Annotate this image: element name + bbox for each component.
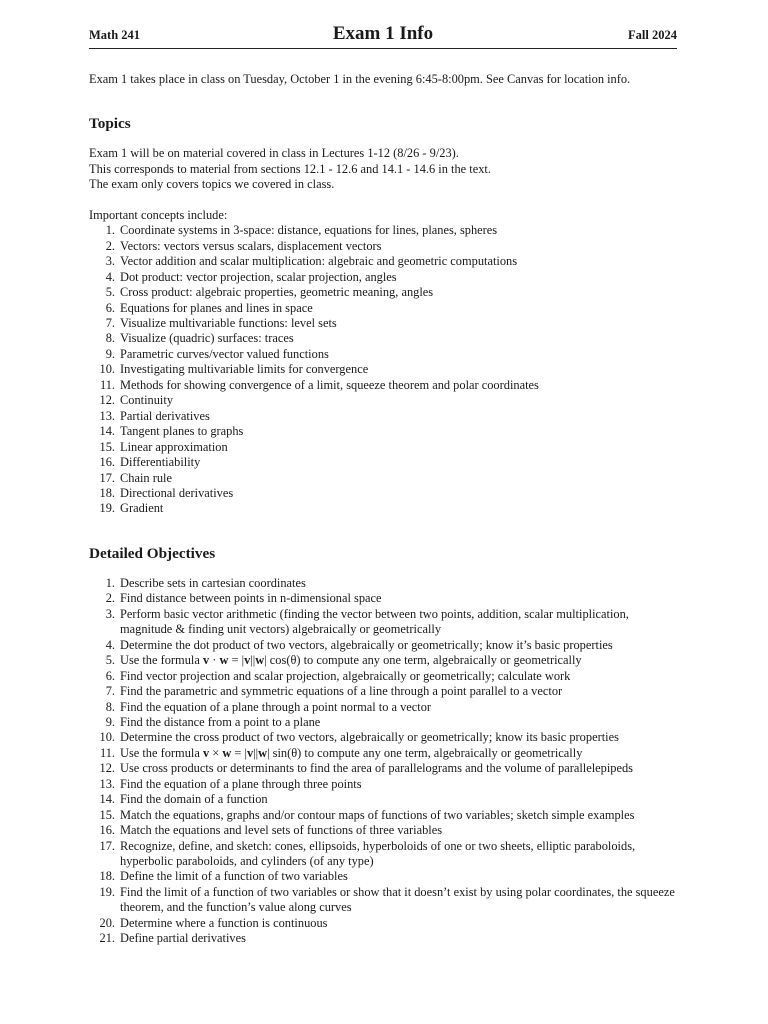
list-number: 5.: [105, 653, 115, 668]
objective-text: Recognize, define, and sketch: cones, ellipsoids, hyperboloids of one or two sheets, elliptic paraboloids, hyperbolic paraboloids, and cylinders (of any type): [120, 838, 636, 869]
page-header: [89, 20, 677, 49]
formula-part: ||: [253, 745, 259, 760]
concept-text: Chain rule: [120, 470, 172, 485]
objectives-heading: Detailed Objectives: [89, 544, 216, 562]
list-number: 5.: [105, 285, 115, 300]
objective-text: Find the equation of a plane through a point normal to a vector: [120, 699, 432, 714]
objective-text: Use cross products or determinants to find the area of parallelograms and the volume of parallelepipeds: [120, 761, 634, 776]
list-number: 9.: [105, 714, 115, 729]
concept-text: Parametric curves/vector valued functions: [120, 346, 329, 361]
concept-item: [89, 254, 684, 269]
concept-item: [89, 270, 684, 285]
list-number: 18.: [99, 869, 115, 884]
term-label: Fall 2024: [628, 28, 677, 42]
list-number: 16.: [99, 823, 115, 838]
objective-item: [89, 777, 684, 792]
objective-text: Match the equations and level sets of functions of three variables: [120, 823, 443, 838]
list-number: 10.: [99, 362, 115, 377]
concept-text: Coordinate systems in 3-space: distance, equations for lines, planes, spheres: [120, 223, 498, 238]
objective-item: [89, 869, 684, 884]
concept-item: [89, 331, 684, 346]
topics-heading: Topics: [89, 115, 131, 133]
concept-text: Partial derivatives: [120, 408, 210, 423]
concepts-list: [89, 223, 684, 517]
document-body: [89, 72, 684, 947]
list-number: 3.: [105, 606, 115, 621]
vector-symbol: v: [202, 653, 210, 668]
formula-part: ·: [209, 653, 220, 668]
objective-text: Find distance between points in n-dimensional space: [120, 591, 382, 606]
concept-text: Cross product: algebraic properties, geometric meaning, angles: [120, 285, 434, 300]
concept-text: Differentiability: [120, 455, 201, 470]
list-number: 7.: [105, 315, 115, 330]
list-number: 20.: [99, 915, 115, 930]
list-number: 7.: [105, 684, 115, 699]
objective-text: Perform basic vector arithmetic (finding the vector between two points, addition, scalar multiplication, magnitude & finding unit vectors) algebraically or geometrically: [120, 606, 629, 637]
list-number: 4.: [105, 269, 115, 284]
list-number: 19.: [99, 501, 115, 516]
objective-item: [89, 715, 684, 730]
list-number: 4.: [105, 637, 115, 652]
list-number: 14.: [99, 424, 115, 439]
concept-text: Equations for planes and lines in space: [120, 300, 313, 315]
objective-text: Describe sets in cartesian coordinates: [120, 575, 306, 590]
formula-part: | sin(θ) to compute any one term, algebraically or geometrically: [267, 745, 583, 760]
concept-text: Gradient: [120, 501, 164, 516]
vector-symbol: w: [255, 653, 265, 668]
list-number: 13.: [99, 408, 115, 423]
concept-item: [89, 285, 684, 300]
objective-item: [89, 730, 684, 745]
concept-text: Dot product: vector projection, scalar projection, angles: [120, 269, 397, 284]
list-number: 8.: [105, 699, 115, 714]
list-number: 16.: [99, 455, 115, 470]
concept-text: Vectors: vectors versus scalars, displacement vectors: [120, 238, 382, 253]
concept-text: Investigating multivariable limits for convergence: [120, 362, 369, 377]
vector-symbol: w: [219, 653, 229, 668]
list-number: 6.: [105, 300, 115, 315]
list-number: 3.: [105, 254, 115, 269]
objective-text: Determine where a function is continuous: [120, 915, 328, 930]
topics-line: This corresponds to material from sections 12.1 - 12.6 and 14.1 - 14.6 in the text.: [89, 161, 491, 176]
vector-symbol: v: [202, 745, 210, 760]
formula-part: = |: [228, 653, 245, 668]
list-number: 2.: [105, 591, 115, 606]
list-number: 13.: [99, 776, 115, 791]
concept-item: [89, 455, 684, 470]
concept-text: Methods for showing convergence of a limit, squeeze theorem and polar coordinates: [120, 377, 539, 392]
vector-symbol: w: [258, 745, 268, 760]
concept-text: Directional derivatives: [120, 485, 234, 500]
concept-item: [89, 362, 684, 377]
objective-item: [89, 591, 684, 606]
list-number: 21.: [99, 931, 115, 946]
intro-paragraph: Exam 1 takes place in class on Tuesday, October 1 in the evening 6:45-8:00pm. See Canvas for location info.: [89, 72, 631, 86]
formula-part: ||: [250, 653, 256, 668]
list-number: 10.: [99, 730, 115, 745]
vector-symbol: v: [244, 653, 251, 668]
objective-item: [89, 607, 684, 638]
list-number: 15.: [99, 807, 115, 822]
concept-item: [89, 378, 684, 393]
objective-text: Find the equation of a plane through three points: [120, 776, 362, 791]
list-number: 14.: [99, 792, 115, 807]
objective-text: Find vector projection and scalar projection, algebraically or geometrically; calculate work: [120, 668, 571, 683]
concept-item: [89, 501, 684, 516]
page-title: Exam 1 Info: [332, 23, 434, 44]
list-number: 17.: [99, 470, 115, 485]
objective-text: Match the equations, graphs and/or contour maps of functions of two variables; sketch simple examples: [120, 807, 635, 822]
objectives-list: [89, 576, 684, 947]
concept-item: [89, 409, 684, 424]
objective-item: [89, 808, 684, 823]
objective-item: [89, 823, 684, 838]
list-number: 8.: [105, 331, 115, 346]
formula-part: | cos(θ) to compute any one term, algebraically or geometrically: [264, 653, 582, 668]
concept-text: Vector addition and scalar multiplication: algebraic and geometric computations: [120, 254, 518, 269]
objective-text: Define the limit of a function of two variables: [120, 869, 348, 884]
objective-item: [89, 885, 684, 916]
list-number: 12.: [99, 393, 115, 408]
concept-item: [89, 486, 684, 501]
objective-text: Find the limit of a function of two variables or show that it doesn’t exist by using polar coordinates, the squeeze theorem, and the function’s value along curves: [120, 884, 675, 915]
list-number: 19.: [99, 884, 115, 899]
concept-item: [89, 347, 684, 362]
list-number: 11.: [99, 745, 115, 760]
objective-item: [89, 576, 684, 591]
concepts-intro: Important concepts include:: [89, 207, 228, 222]
objective-text: Determine the dot product of two vectors, algebraically or geometrically; know it’s basic properties: [120, 637, 613, 652]
objective-item: [89, 653, 684, 668]
objective-item: [89, 700, 684, 715]
objective-text: Determine the cross product of two vectors, algebraically or geometrically; know its basic properties: [120, 730, 619, 745]
objective-item: [89, 761, 684, 776]
objective-item: [89, 684, 684, 699]
topics-description: [89, 146, 684, 192]
list-number: 2.: [105, 238, 115, 253]
formula-part: Use the formula: [120, 745, 203, 760]
objective-item: [89, 839, 684, 870]
objective-formula-text: [120, 746, 582, 760]
concept-text: Continuity: [120, 393, 174, 408]
topics-line: The exam only covers topics we covered in class.: [89, 177, 335, 192]
objective-item: [89, 792, 684, 807]
list-number: 1.: [105, 223, 115, 238]
concept-item: [89, 301, 684, 316]
objective-text: Find the distance from a point to a plane: [120, 714, 321, 729]
objective-formula-text: [120, 653, 582, 667]
objective-item: [89, 931, 684, 946]
objective-item: [89, 669, 684, 684]
concept-text: Visualize multivariable functions: level sets: [120, 315, 337, 330]
list-number: 11.: [99, 377, 115, 392]
course-name: Math 241: [89, 28, 141, 42]
topics-line: Exam 1 will be on material covered in class in Lectures 1-12 (8/26 - 9/23).: [89, 146, 459, 161]
list-number: 18.: [99, 485, 115, 500]
list-number: 12.: [99, 761, 115, 776]
concept-item: [89, 471, 684, 486]
concept-item: [89, 440, 684, 455]
list-number: 15.: [99, 439, 115, 454]
objective-item: [89, 746, 684, 761]
objective-text: Find the domain of a function: [120, 792, 268, 807]
formula-part: Use the formula: [120, 653, 203, 668]
concept-text: Tangent planes to graphs: [120, 424, 244, 439]
objective-text: Define partial derivatives: [120, 931, 246, 946]
vector-symbol: v: [246, 745, 254, 760]
list-number: 17.: [99, 838, 115, 853]
list-number: 1.: [105, 575, 115, 590]
concept-item: [89, 316, 684, 331]
formula-part: = |: [231, 745, 247, 760]
list-number: 9.: [105, 346, 115, 361]
objective-item: [89, 916, 684, 931]
concept-text: Visualize (quadric) surfaces: traces: [120, 331, 294, 346]
objective-item: [89, 638, 684, 653]
objective-text: Find the parametric and symmetric equations of a line through a point parallel to a vector: [120, 684, 563, 699]
concept-item: [89, 393, 684, 408]
concept-text: Linear approximation: [120, 439, 228, 454]
concept-item: [89, 424, 684, 439]
concept-item: [89, 223, 684, 238]
formula-part: ×: [209, 745, 223, 760]
concept-item: [89, 239, 684, 254]
list-number: 6.: [105, 668, 115, 683]
vector-symbol: w: [222, 745, 232, 760]
